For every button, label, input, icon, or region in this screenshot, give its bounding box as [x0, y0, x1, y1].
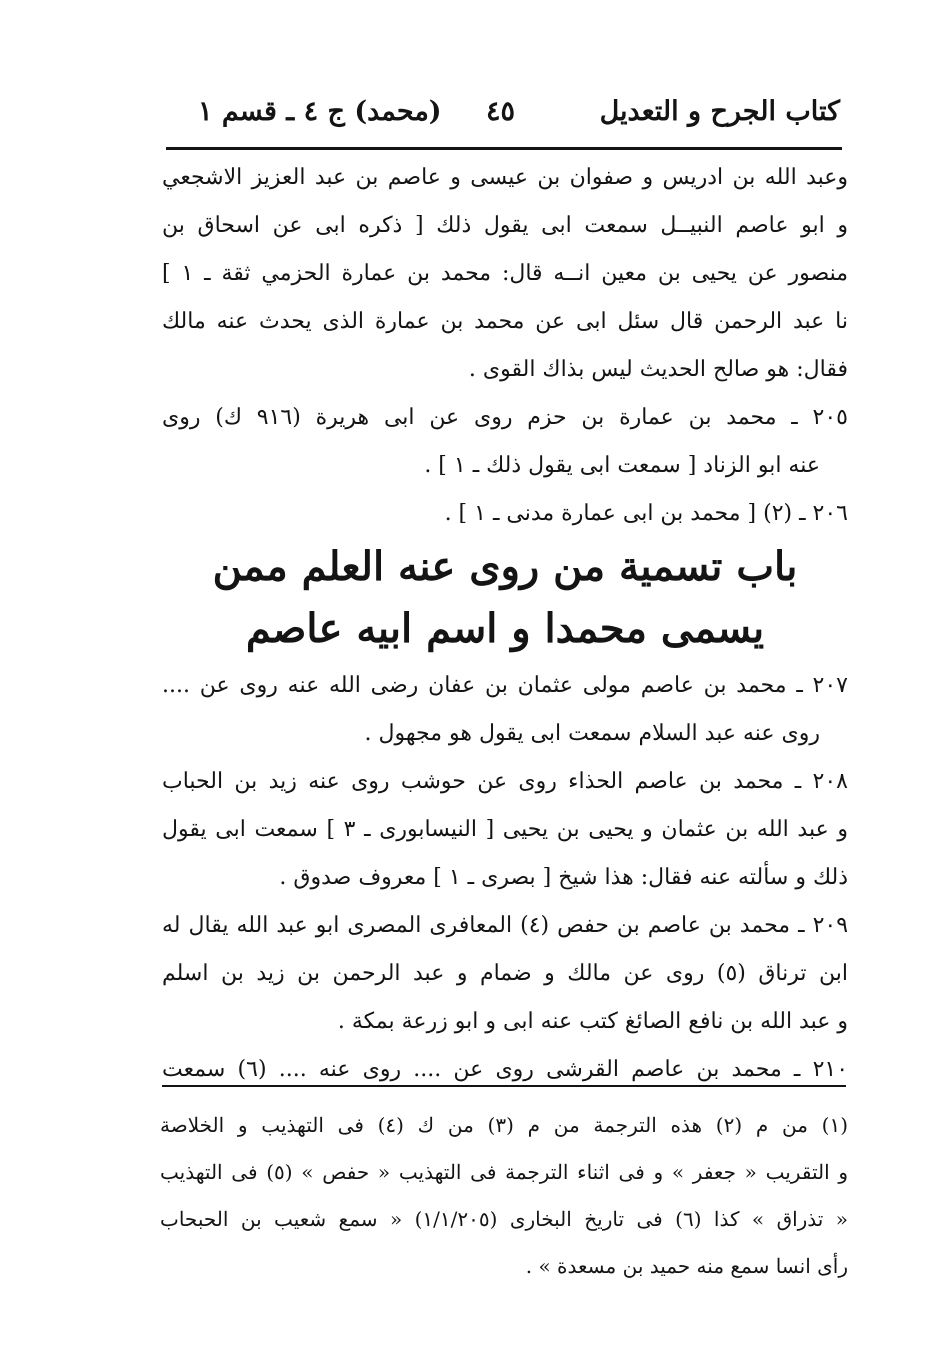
footnote-line: و التقريب « جعفر » و فى اثناء الترجمة فى التهذيب « حفص » (٥) فى التهذيب: [160, 1160, 848, 1184]
footnote-rule: [162, 1085, 846, 1087]
text-line: ابن ترناق (٥) روى عن مالك و ضمام و عبد الرحمن بن زيد بن اسلم: [162, 961, 848, 986]
footnote-line: (١) من م (٢) هذه الترجمة من م (٣) من ك (٤) فى التهذيب و الخلاصة: [160, 1113, 848, 1137]
entry-209: ٢٠٩ ـ محمد بن عاصم بن حفص (٤) المعافرى المصرى ابو عبد الله يقال له: [162, 913, 848, 938]
text-line: و عبد الله بن نافع الصائغ كتب عنه ابى و ابو زرعة بمكة .: [337, 1009, 848, 1034]
entry-207: ٢٠٧ ـ محمد بن عاصم مولى عثمان بن عفان رضى الله عنه روى عن ....: [162, 673, 848, 698]
book-title: كتاب الجرح و التعديل: [599, 96, 840, 127]
body-upper: [162, 154, 848, 538]
page-header: [168, 96, 840, 142]
footnotes: [160, 1102, 848, 1290]
entry-205: ٢٠٥ ـ محمد بن عمارة بن حزم روى عن ابى هريرة (٩١٦ ك) روى: [162, 405, 848, 430]
header-rule: [166, 147, 842, 150]
text-line: و ابو عاصم النبيــل سمعت ابى يقول ذلك [ ذكره ابى عن اسحاق بن: [162, 213, 848, 238]
text-line: و عبد الله بن عثمان و يحيى بن يحيى [ النيسابورى ـ ٣ ] سمعت ابى يقول: [162, 817, 848, 842]
chapter-heading-line: باب تسمية من روى عنه العلم ممن: [212, 543, 798, 590]
page-number: ٤٥: [486, 96, 516, 127]
text-line: فقال: هو صالح الحديث ليس بذاك القوى .: [468, 357, 848, 382]
text-line: ذلك و سألته عنه فقال: هذا شيخ [ بصرى ـ ١ ] معروف صدوق .: [279, 865, 848, 890]
text-line: عنه ابو الزناد [ سمعت ابى يقول ذلك ـ ١ ] .: [424, 453, 820, 478]
entry-208: ٢٠٨ ـ محمد بن عاصم الحذاء روى عن حوشب روى عنه زيد بن الحباب: [162, 769, 848, 794]
footnote-line: « تذراق » كذا (٦) فى تاريخ البخارى (١/١/٢٠٥) « سمع شعيب بن الحبحاب: [160, 1207, 848, 1231]
entry-206: ٢٠٦ ـ (٢) [ محمد بن ابى عمارة مدنى ـ ١ ] .: [444, 501, 848, 526]
chapter-heading: [162, 536, 848, 660]
text-line: منصور عن يحيى بن معين انــه قال: محمد بن عمارة الحزمي ثقة ـ ١ ]: [162, 261, 848, 286]
footnote-line: رأى انسا سمع منه حميد بن مسعدة » .: [525, 1254, 848, 1278]
body-lower: [162, 662, 848, 1094]
volume-label: (محمد) ج ٤ ـ قسم ١: [198, 96, 442, 127]
text-line: وعبد الله بن ادريس و صفوان بن عيسى و عاصم بن عبد العزيز الاشجعي: [162, 165, 848, 190]
chapter-heading-line: يسمى محمدا و اسم ابيه عاصم: [245, 605, 765, 652]
entry-210: ٢١٠ ـ محمد بن عاصم القرشى روى عن .... روى عنه .... (٦) سمعت: [162, 1057, 848, 1082]
text-line: نا عبد الرحمن قال سئل ابى عن محمد بن عمارة الذى يحدث عنه مالك: [162, 309, 848, 334]
text-line: روى عنه عبد السلام سمعت ابى يقول هو مجهول .: [364, 721, 820, 746]
